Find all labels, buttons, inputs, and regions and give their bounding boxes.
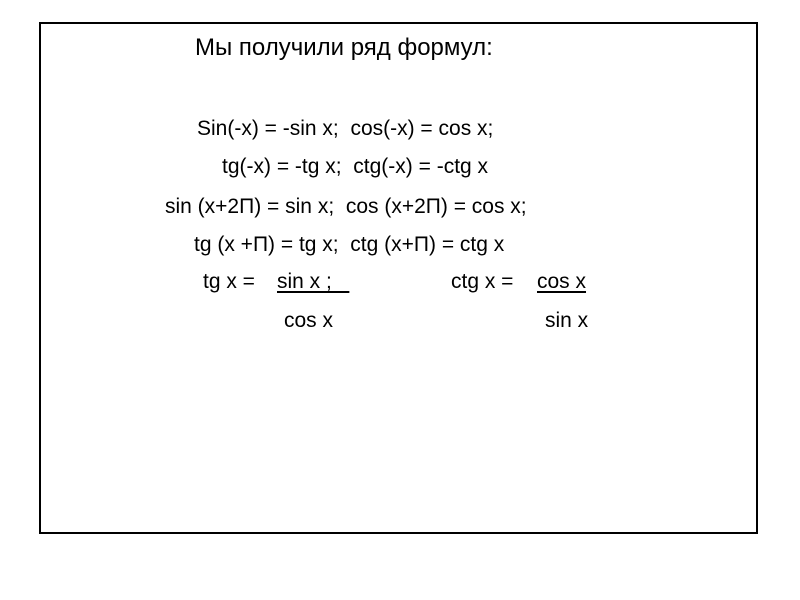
tg-fraction-denominator: cos x [284,309,334,332]
formula-line-period-sin-cos: sin (x+2П) = sin x; cos (x+2П) = cos x; [165,195,527,218]
formula-line-parity-tg-ctg: tg(-x) = -tg x; ctg(-x) = -ctg x [222,155,489,178]
ctg-fraction-numerator: cos x [537,270,587,293]
tg-fraction-lhs: tg x = [203,270,261,293]
ctg-fraction-denominator: sin x [545,309,589,332]
formula-line-period-tg-ctg: tg (x +П) = tg x; ctg (x+П) = ctg x [194,233,505,256]
tg-fraction-numerator: sin x ; [277,270,350,293]
slide-frame [39,22,758,534]
ctg-fraction-lhs: ctg x = [451,270,520,293]
slide-title: Мы получили ряд формул: [195,34,493,61]
formula-line-parity-sin-cos: Sin(-x) = -sin x; cos(-x) = cos x; [197,117,494,140]
